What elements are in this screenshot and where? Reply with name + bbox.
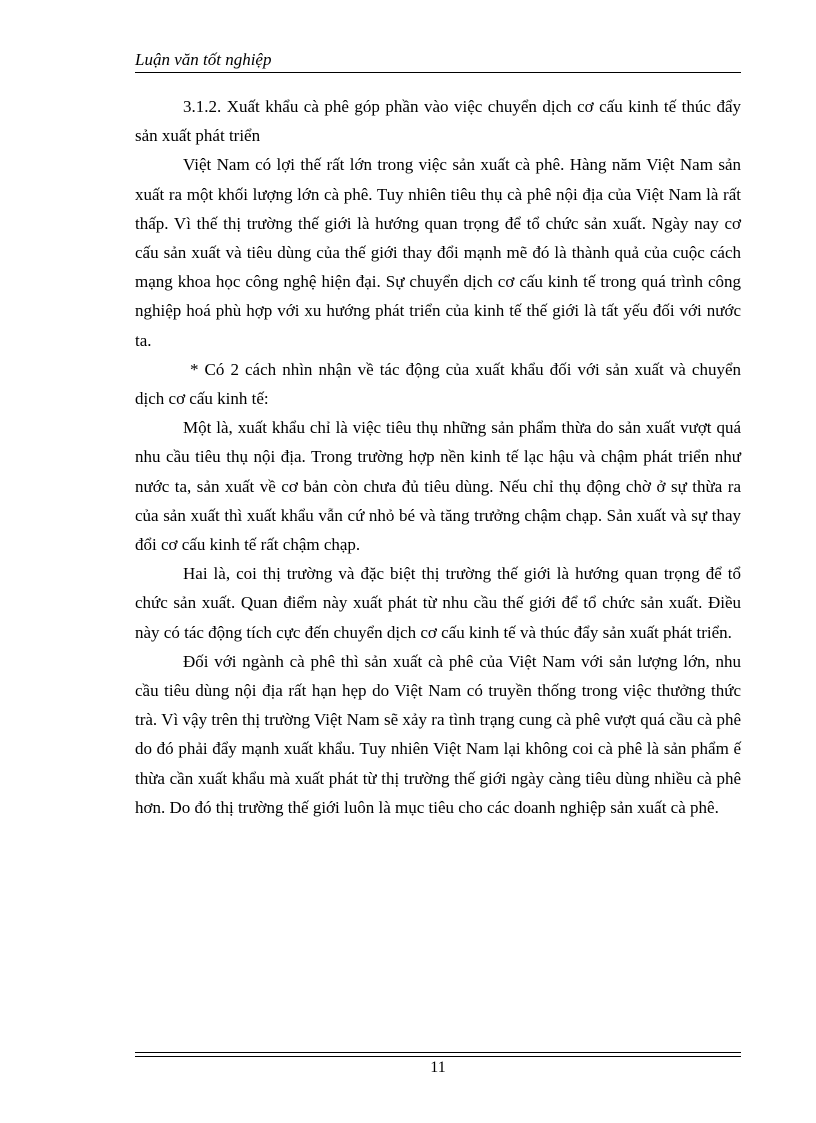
header-title: Luận văn tốt nghiệp [135,50,272,69]
body-text [135,92,741,822]
paragraph: Việt Nam có lợi thế rất lớn trong việc sản xuất cà phê. Hàng năm Việt Nam sản xuất ra một khối lượng lớn cà phê. Tuy nhiên tiêu thụ cà phê nội địa của Việt Nam là rất thấp. Vì thế thị trường thế giới là hướng quan trọng để tổ chức sản xuất. Ngày nay cơ cấu sản xuất và tiêu dùng của thế giới thay đổi mạnh mẽ đó là thành quả của cuộc cách mạng khoa học công nghệ hiện đại. Sự chuyển dịch cơ cấu kinh tế trong quá trình công nghiệp hoá phù hợp với xu hướng phát triển của kinh tế thế giới là tất yếu đối với nước ta. [135,155,741,350]
paragraph: * Có 2 cách nhìn nhận về tác động của xuất khẩu đối với sản xuất và chuyển dịch cơ cấu kinh tế: [135,359,741,409]
section-heading: 3.1.2. Xuất khẩu cà phê góp phần vào việc chuyển dịch cơ cấu kinh tế thúc đẩy sản xuất phát triển [135,97,741,146]
paragraph: Một là, xuất khẩu chỉ là việc tiêu thụ những sản phẩm thừa do sản xuất vượt quá nhu cầu tiêu thụ nội địa. Trong trường hợp nền kinh tế lạc hậu và chậm phát triển như nước ta, sản xuất về cơ bản còn chưa đủ tiêu dùng. Nếu chỉ thụ động chờ ở sự thừa ra của sản xuất thì xuất khẩu vẫn cứ nhỏ bé và tăng trưởng chậm chạp. Sản xuất và sự thay đổi cơ cấu kinh tế rất chậm chạp. [135,418,741,555]
paragraph: Đối với ngành cà phê thì sản xuất cà phê của Việt Nam với sản lượng lớn, nhu cầu tiêu dùng nội địa rất hạn hẹp do Việt Nam có truyền thống trong việc thưởng thức trà. Vì vậy trên thị trường Việt Nam sẽ xảy ra tình trạng cung cà phê vượt quá cầu cà phê do đó phải đẩy mạnh xuất khẩu. Tuy nhiên Việt Nam lại không coi cà phê là sản phẩm ế thừa cần xuất khẩu mà xuất phát từ thị trường thế giới ngày càng tiêu dùng nhiều cà phê hơn. Do đó thị trường thế giới luôn là mục tiêu cho các doanh nghiệp sản xuất cà phê. [135,651,741,817]
footer-rule [135,1052,741,1057]
page-header [135,46,741,73]
paragraph: Hai là, coi thị trường và đặc biệt thị trường thế giới là hướng quan trọng để tổ chức sản xuất. Quan điểm này xuất phát từ nhu cầu thế giới để tổ chức sản xuất. Điều này có tác động tích cực đến chuyển dịch cơ cấu kinh tế và thúc đẩy sản xuất phát triển. [135,564,741,642]
page-number: 11 [430,1059,446,1076]
